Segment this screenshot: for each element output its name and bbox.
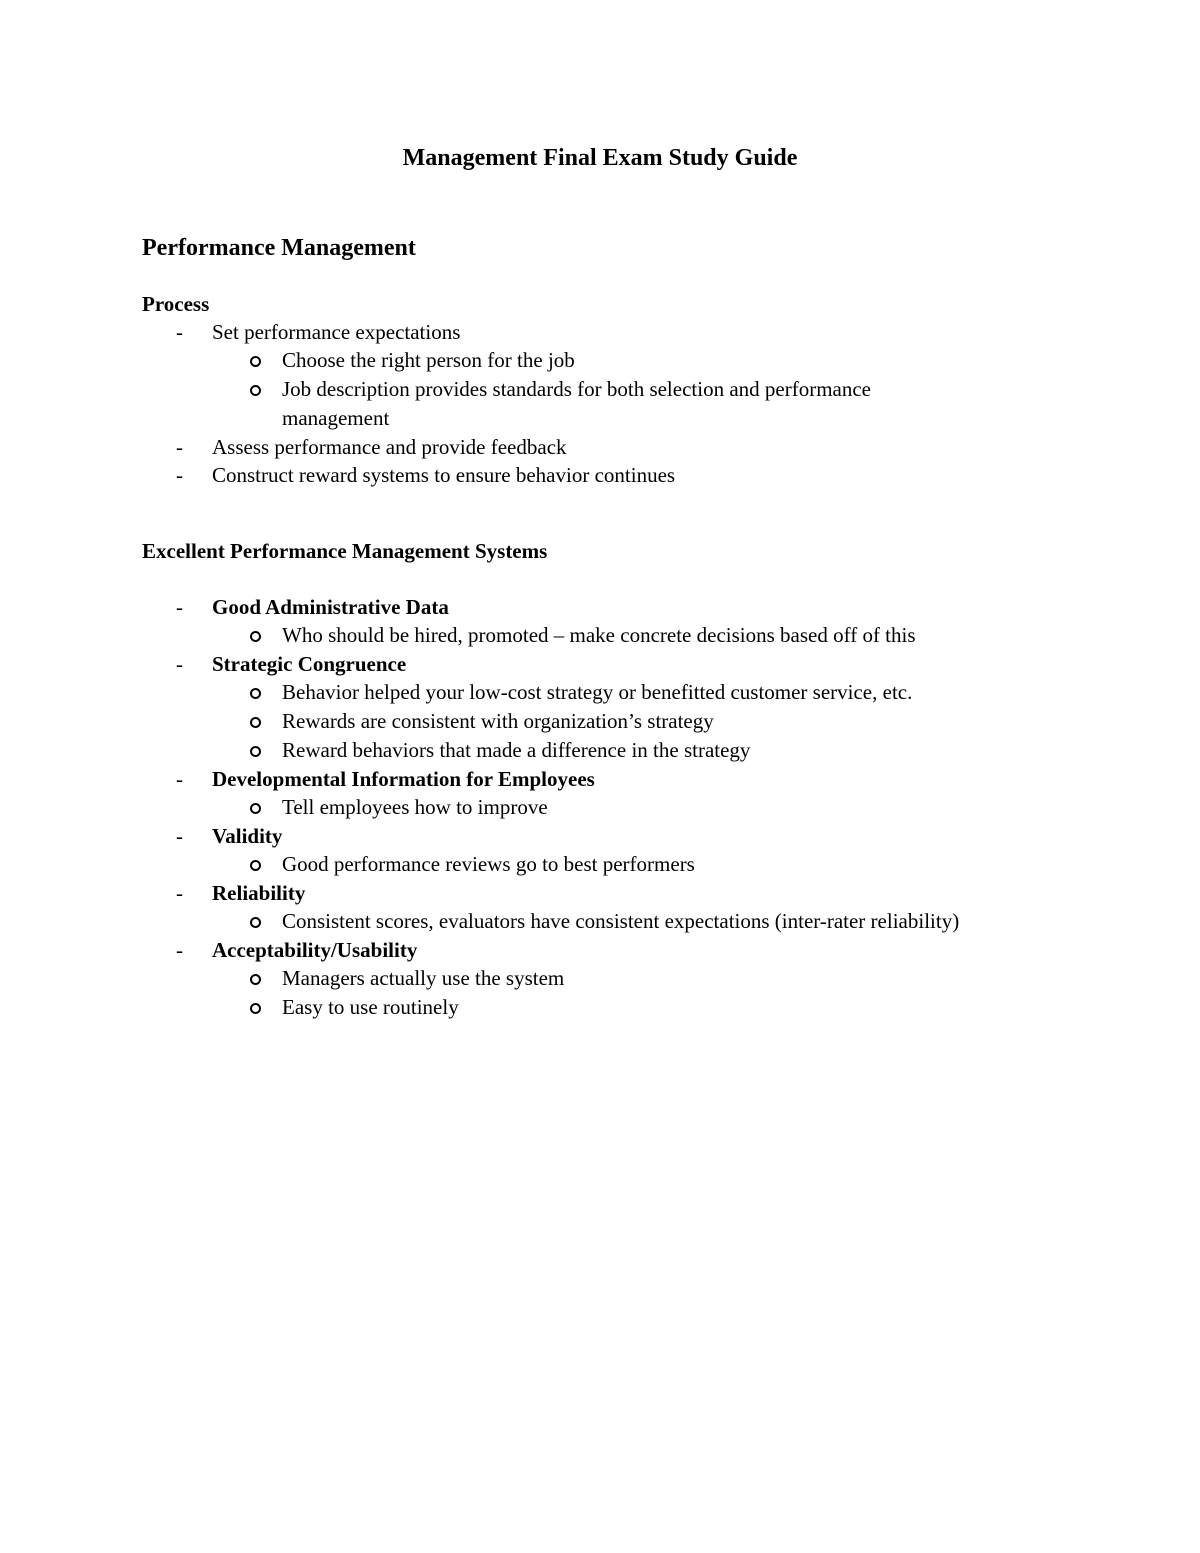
dash-bullet: - — [176, 767, 183, 791]
process-heading: Process — [142, 292, 210, 316]
sub-list-item-text: Managers actually use the system — [282, 966, 565, 990]
dash-bullet: - — [176, 824, 183, 848]
list-item-text: Acceptability/Usability — [212, 938, 418, 962]
list-item-text: Reliability — [212, 881, 306, 905]
list-item — [142, 650, 1102, 678]
circle-bullet-icon — [250, 803, 261, 814]
sub-list-item — [142, 346, 1102, 375]
list-item — [142, 593, 1102, 621]
list-item-text: Assess performance and provide feedback — [212, 435, 567, 459]
list-item — [142, 879, 1102, 907]
sub-list-item-text: Behavior helped your low-cost strategy or benefitted customer service, etc. — [282, 680, 913, 704]
list-item — [142, 936, 1102, 964]
circle-bullet-icon — [250, 356, 261, 367]
list-item — [142, 433, 1102, 461]
document-title: Management Final Exam Study Guide — [402, 145, 798, 171]
circle-bullet-icon — [250, 385, 261, 396]
sub-list-item — [142, 678, 1102, 707]
sub-list-item — [142, 964, 1102, 993]
sub-list-item — [142, 793, 1102, 822]
circle-bullet-icon — [250, 1003, 261, 1014]
sub-list-item — [142, 850, 1102, 879]
list-item-text: Validity — [212, 824, 283, 848]
sub-list-item-text: Reward behaviors that made a difference in the strategy — [282, 738, 751, 762]
sub-list-item-text: Tell employees how to improve — [282, 795, 548, 819]
process-section — [142, 290, 1102, 489]
circle-bullet-icon — [250, 974, 261, 985]
list-item — [142, 318, 1102, 346]
sub-list-item — [142, 621, 1102, 650]
list-item-text: Set performance expectations — [212, 320, 461, 344]
list-item — [142, 461, 1102, 489]
systems-heading: Excellent Performance Management Systems — [142, 539, 548, 563]
list-item-text: Good Administrative Data — [212, 595, 449, 619]
dash-bullet: - — [176, 595, 183, 619]
sub-list-item-text: Good performance reviews go to best performers — [282, 852, 695, 876]
dash-bullet: - — [176, 652, 183, 676]
sub-list-item-text: Consistent scores, evaluators have consistent expectations (inter-rater reliability) — [282, 909, 960, 933]
dash-bullet: - — [176, 938, 183, 962]
list-item-text: Developmental Information for Employees — [212, 767, 595, 791]
sub-list-item — [142, 993, 1102, 1022]
systems-section — [142, 537, 1102, 1022]
dash-bullet: - — [176, 881, 183, 905]
spacer — [142, 565, 1102, 593]
section-heading-performance-management: Performance Management — [142, 235, 416, 261]
sub-list-item-text: Choose the right person for the job — [282, 348, 575, 372]
dash-bullet: - — [176, 463, 183, 487]
sub-list-item-text: Job description provides standards for both selection and performance management — [282, 377, 871, 430]
sub-list-item — [142, 736, 1102, 765]
circle-bullet-icon — [250, 631, 261, 642]
list-item-text: Strategic Congruence — [212, 652, 407, 676]
dash-bullet: - — [176, 320, 183, 344]
dash-bullet: - — [176, 435, 183, 459]
sub-list-item-text: Who should be hired, promoted – make concrete decisions based off of this — [282, 623, 916, 647]
list-item — [142, 765, 1102, 793]
list-item — [142, 822, 1102, 850]
circle-bullet-icon — [250, 860, 261, 871]
sub-list-item — [142, 707, 1102, 736]
circle-bullet-icon — [250, 746, 261, 757]
list-item-text: Construct reward systems to ensure behavior continues — [212, 463, 676, 487]
sub-list-item-text: Rewards are consistent with organization’s strategy — [282, 709, 714, 733]
circle-bullet-icon — [250, 917, 261, 928]
circle-bullet-icon — [250, 688, 261, 699]
sub-list-item-text: Easy to use routinely — [282, 995, 459, 1019]
sub-list-item — [142, 907, 1102, 936]
circle-bullet-icon — [250, 717, 261, 728]
sub-list-item — [142, 375, 1102, 433]
